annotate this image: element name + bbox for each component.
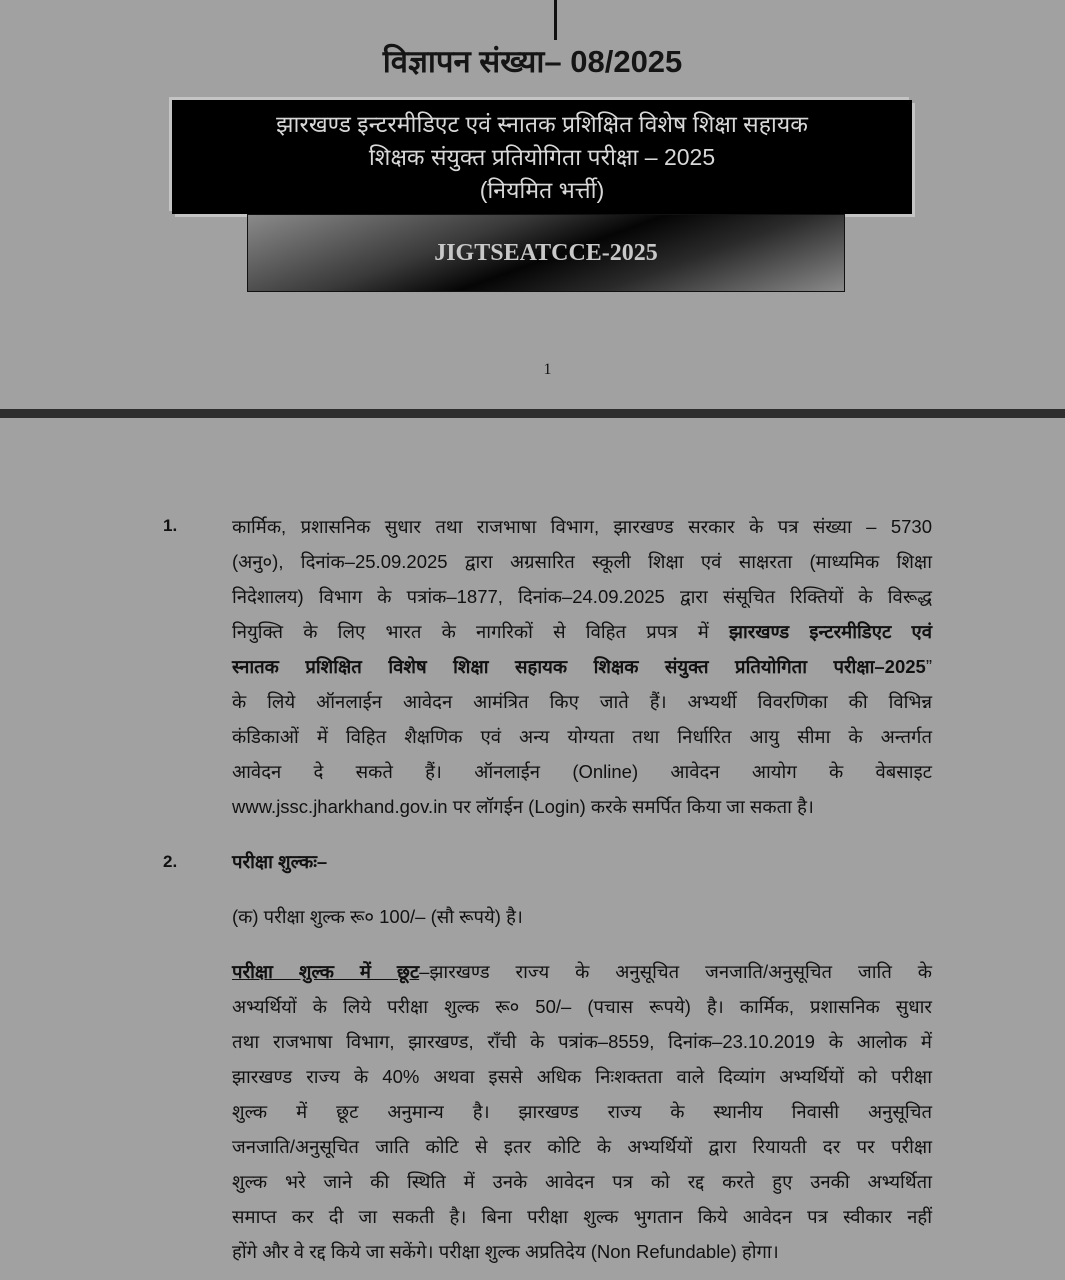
exam-title-line: झारखण्ड इन्टरमीडिएट एवं स्नातक प्रशिक्षित विशेष शिक्षा सहायक xyxy=(276,111,808,137)
page-divider xyxy=(0,409,1065,418)
paragraph-line xyxy=(232,960,932,984)
fee-item: (क) परीक्षा शुल्क रू० 100/– (सौ रूपये) है। xyxy=(232,906,523,927)
bold-exam-name: स्नातक प्रशिक्षित विशेष शिक्षा सहायक शिक्षक संयुक्त प्रतियोगिता परीक्षा–2025 xyxy=(232,656,926,677)
exam-title-box xyxy=(172,100,912,214)
paragraph-line: तथा राजभाषा विभाग, झारखण्ड, राँची के पत्रांक–8559, दिनांक–23.10.2019 के आलोक में xyxy=(232,1031,932,1052)
text: –झारखण्ड राज्य के अनुसूचित जनजाति/अनुसूचित जाति के xyxy=(419,961,932,982)
paragraph-line: समाप्त कर दी जा सकती है। बिना परीक्षा शुल्क भुगतान किये आवेदन पत्र स्वीकार नहीं xyxy=(232,1206,932,1227)
exemption-heading: परीक्षा शुल्क में छूट xyxy=(232,961,420,982)
paragraph-line: कार्मिक, प्रशासनिक सुधार तथा राजभाषा विभाग, झारखण्ड सरकार के पत्र संख्या – 5730 xyxy=(232,516,932,537)
exam-code-box xyxy=(247,214,845,292)
paragraph-line: होंगे और वे रद्द किये जा सकेंगे। परीक्षा शुल्क अप्रतिदेय (Non Refundable) होगा। xyxy=(232,1241,779,1262)
paragraph-line: जनजाति/अनुसूचित जाति कोटि से इतर कोटि के अभ्यर्थियों द्वारा रियायती दर पर परीक्षा xyxy=(232,1136,932,1157)
exam-code: JIGTSEATCCE-2025 xyxy=(434,239,658,266)
section-heading: परीक्षा शुल्कः– xyxy=(232,851,328,872)
section-number: 1. xyxy=(163,516,178,535)
bold-exam-name: झारखण्ड इन्टरमीडिएट एवं xyxy=(729,621,932,642)
paragraph-line: शुल्क में छूट अनुमान्य है। झारखण्ड राज्य के स्थानीय निवासी अनुसूचित xyxy=(232,1101,932,1122)
section-number: 2. xyxy=(163,852,178,871)
paragraph-line: निदेशालय) विभाग के पत्रांक–1877, दिनांक–24.09.2025 द्वारा संसूचित रिक्तियों के विरूद्ध xyxy=(232,586,932,607)
paragraph-line: आवेदन दे सकते हैं। ऑनलाईन (Online) आवेदन आयोग के वेबसाइट xyxy=(232,761,932,782)
paragraph-line: के लिये ऑनलाईन आवेदन आमंत्रित किए जाते हैं। अभ्यर्थी विवरणिका की विभिन्न xyxy=(232,691,932,712)
paragraph-line: झारखण्ड राज्य के 40% अथवा इससे अधिक निःशक्तता वाले दिव्यांग अभ्यर्थियों को परीक्षा xyxy=(232,1066,932,1087)
paragraph-line: www.jssc.jharkhand.gov.in पर लॉगईन (Login) करके समर्पित किया जा सकता है। xyxy=(232,796,814,817)
paragraph-line: (अनु०), दिनांक–25.09.2025 द्वारा अग्रसारित स्कूली शिक्षा एवं साक्षरता (माध्यमिक शिक्षा xyxy=(232,551,932,572)
paragraph-line: अभ्यर्थियों के लिये परीक्षा शुल्क रू० 50/– (पचास रूपये) है। कार्मिक, प्रशासनिक सुधार xyxy=(232,996,932,1017)
paragraph-line xyxy=(232,655,932,679)
quote-mark: ” xyxy=(925,656,932,677)
paragraph-line xyxy=(232,620,932,644)
exam-title-line: (नियमित भर्त्ती) xyxy=(479,177,605,203)
paragraph-line: कंडिकाओं में विहित शैक्षणिक एवं अन्य योग्यता तथा निर्धारित आयु सीमा के अन्तर्गत xyxy=(232,726,932,747)
exam-title-line: शिक्षक संयुक्त प्रतियोगिता परीक्षा – 2025 xyxy=(368,144,716,170)
paragraph-line: शुल्क भरे जाने की स्थिति में उनके आवेदन पत्र को रद्द करते हुए उनकी अभ्यर्थिता xyxy=(232,1171,932,1192)
page-edge-line xyxy=(554,0,557,40)
text: नियुक्ति के लिए भारत के नागरिकों से विहित प्रपत्र में xyxy=(232,621,709,642)
page-number: 1 xyxy=(543,361,552,378)
advertisement-number: विज्ञापन संख्या– 08/2025 xyxy=(382,44,683,79)
